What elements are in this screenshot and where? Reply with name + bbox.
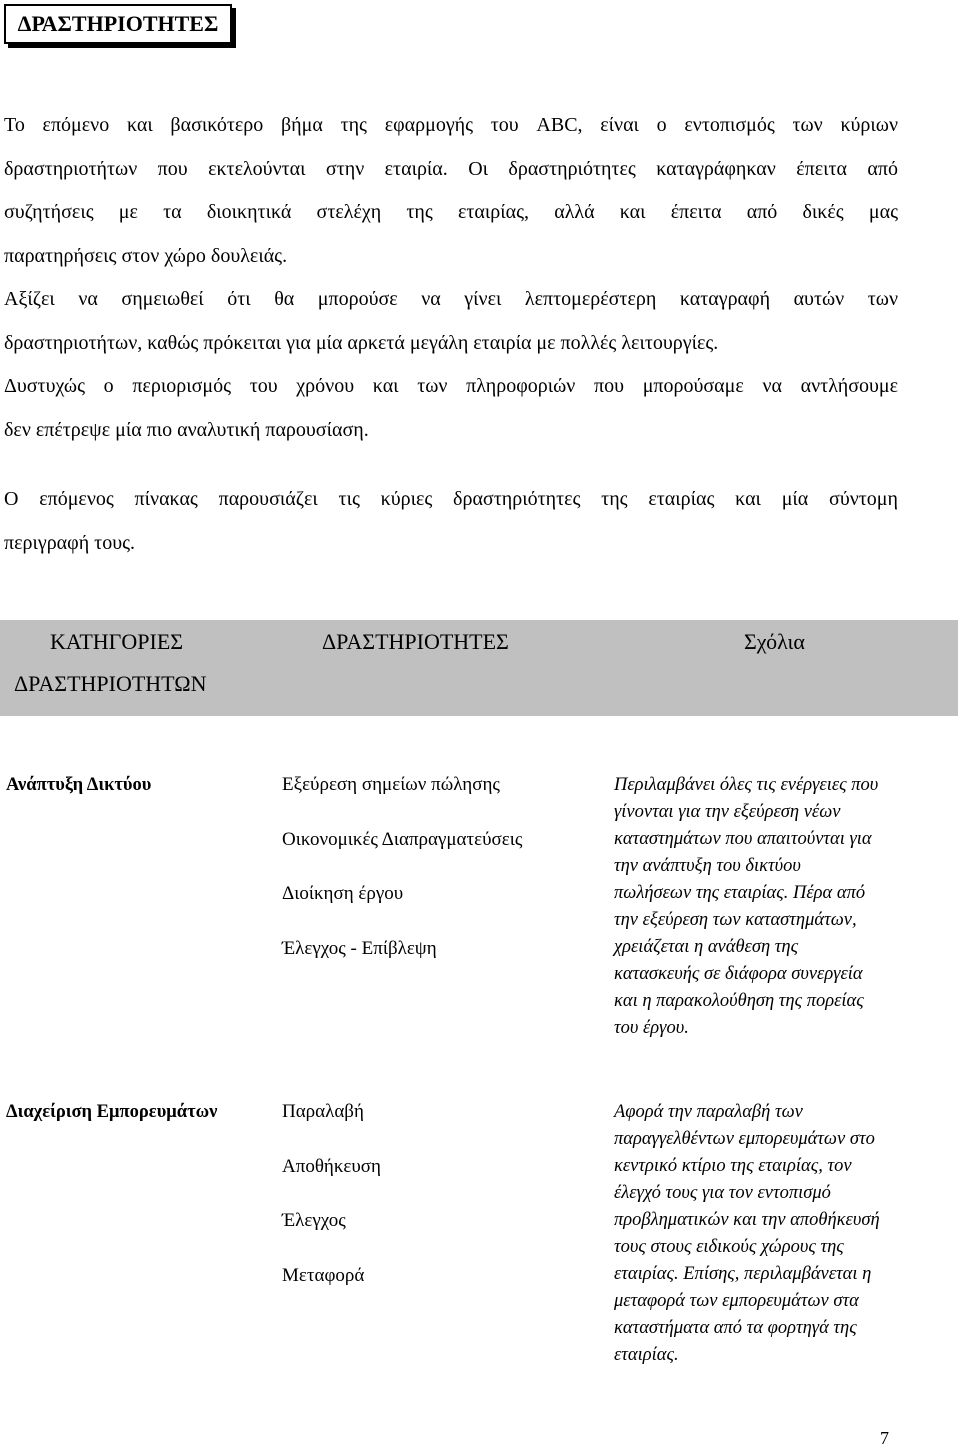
comment-line: έλεγχό τους για τον εντοπισμό	[614, 1183, 831, 1203]
row-activities	[282, 758, 522, 976]
comment-line: τους στους ειδικούς χώρους της	[614, 1237, 844, 1257]
comment-line: την εξεύρεση των καταστημάτων,	[614, 910, 857, 930]
activity-item: Παραλαβή	[282, 1101, 364, 1122]
comment-line: προβληματικών και την αποθήκευσή	[614, 1210, 880, 1230]
comment-line: και η παρακολούθηση της πορείας	[614, 991, 864, 1011]
comment-line: Περιλαμβάνει όλες τις ενέργειες που	[614, 775, 879, 795]
comment-line: εταιρίας. Επίσης, περιλαμβάνεται η	[614, 1264, 872, 1284]
activity-item: Διοίκηση έργου	[282, 883, 404, 904]
comment-line: καταστήματα από τα φορτηγά της	[614, 1318, 857, 1338]
comment-line: Αφορά την παραλαβή των	[614, 1102, 803, 1122]
row-category: Διαχείριση Εμπορευμάτων	[6, 1102, 218, 1122]
table-intro-line: Ο επόμενος πίνακας παρουσιάζει τις κύριες δραστηριότητες της εταιρίας και μία σύντομη	[4, 488, 898, 510]
table-intro-paragraph	[4, 478, 898, 565]
comment-line: κεντρικό κτίριο της εταιρίας, τον	[614, 1156, 852, 1176]
intro-paragraph	[4, 104, 898, 452]
comment-line: γίνονται για την εξεύρεση νέων	[614, 802, 841, 822]
page-number: 7	[880, 1428, 889, 1448]
intro-line: δεν επέτρεψε μία πιο αναλυτική παρουσίαση.	[4, 418, 369, 441]
activity-item: Έλεγχος	[282, 1210, 346, 1231]
row-category: Ανάπτυξη Δικτύου	[6, 775, 152, 795]
comment-line: κατασκευής σε διάφορα συνεργεία	[614, 964, 863, 984]
comment-line: χρειάζεται η ανάθεση της	[614, 937, 799, 957]
intro-line: Το επόμενο και βασικότερο βήμα της εφαρμογής του ABC, είναι ο εντοπισμός των κύριων	[4, 114, 898, 136]
comment-line: πωλήσεων της εταιρίας. Πέρα από	[614, 883, 866, 903]
page-title: ΔΡΑΣΤΗΡΙΟΤΗΤΕΣ	[4, 4, 232, 44]
row-activities	[282, 1085, 381, 1303]
comment-line: εταιρίας.	[614, 1345, 679, 1365]
comment-line: καταστημάτων που απαιτούνται για	[614, 829, 872, 849]
activity-item: Μεταφορά	[282, 1264, 365, 1286]
intro-line: συζητήσεις με τα διοικητικά στελέχη της εταιρίας, αλλά και έπειτα από δικές μας	[4, 201, 898, 223]
table-header	[0, 620, 958, 716]
table-intro-line: περιγραφή τους.	[4, 531, 136, 554]
intro-line: δραστηριοτήτων, καθώς πρόκειται για μία αρκετά μεγάλη εταιρία με πολλές λειτουργίες.	[4, 331, 719, 354]
intro-line: Αξίζει να σημειωθεί ότι θα μπορούσε να γίνει λεπτομερέστερη καταγραφή αυτών των	[4, 288, 898, 310]
activity-item: Έλεγχος - Επίβλεψη	[282, 937, 437, 959]
header-categories-line1: ΚΑΤΗΓΟΡΙΕΣ	[50, 629, 184, 654]
header-activities: ΔΡΑΣΤΗΡΙΟΤΗΤΕΣ	[322, 629, 509, 654]
comment-line: του έργου.	[614, 1018, 689, 1038]
comment-line: την ανάπτυξη του δικτύου	[614, 856, 801, 876]
header-categories-line2: ΔΡΑΣΤΗΡΙΟΤΗΤΩΝ	[14, 671, 207, 696]
header-comments: Σχόλια	[744, 629, 805, 654]
intro-line: παρατηρήσεις στον χώρο δουλειάς.	[4, 244, 288, 267]
row-comment	[614, 1099, 954, 1369]
row-comment	[614, 772, 954, 1042]
activity-item: Οικονομικές Διαπραγματεύσεις	[282, 828, 523, 850]
activity-item: Αποθήκευση	[282, 1155, 381, 1177]
intro-line: δραστηριοτήτων που εκτελούνται στην εταιρία. Οι δραστηριότητες καταγράφηκαν έπειτα από	[4, 157, 898, 180]
comment-line: παραγγελθέντων εμπορευμάτων στο	[614, 1129, 875, 1149]
activity-item: Εξεύρεση σημείων πώλησης	[282, 774, 500, 795]
comment-line: μεταφορά των εμπορευμάτων στα	[614, 1291, 859, 1311]
intro-line: Δυστυχώς ο περιορισμός του χρόνου και των πληροφοριών που μπορούσαμε να αντλήσουμε	[4, 375, 898, 397]
